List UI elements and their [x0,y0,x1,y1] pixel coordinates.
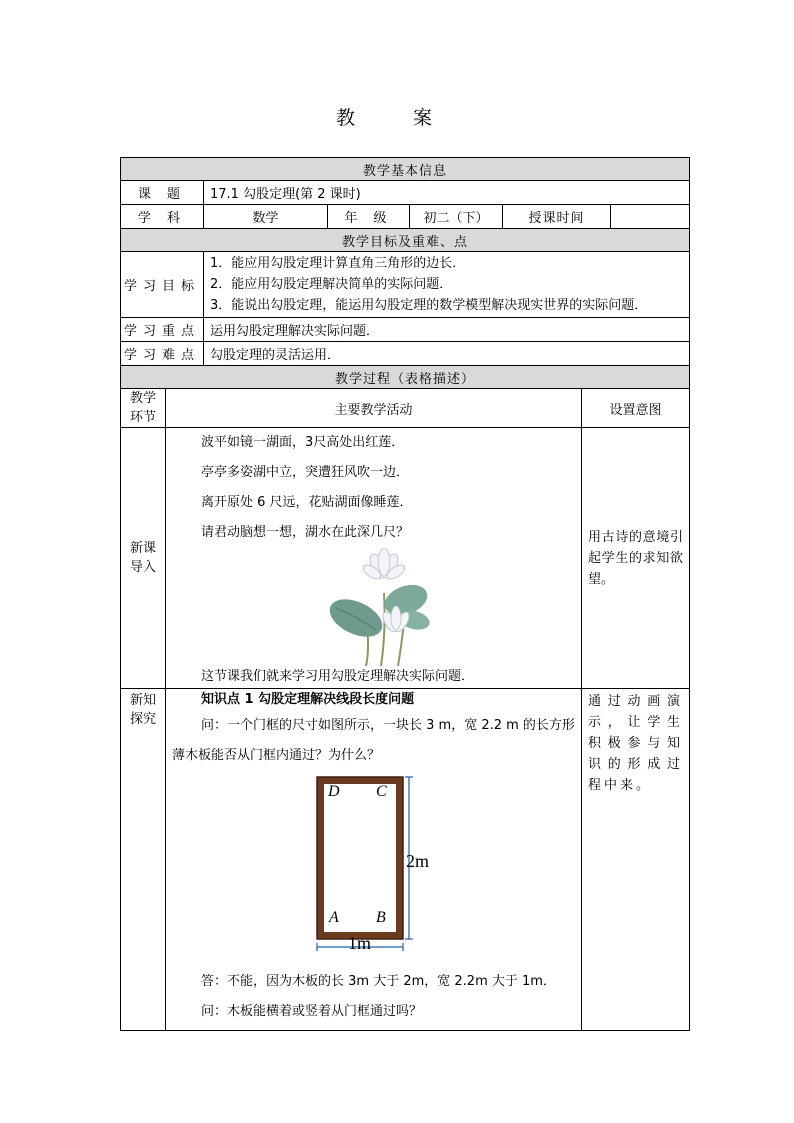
door-frame-figure [166,771,581,951]
poem [166,428,581,548]
poem-line: 亭亭多姿湖中立，突遭狂风吹一边． [201,465,410,480]
question-1: 问：一个门框的尺寸如图所示，一块长 3 m，宽 2.2 m 的长方形薄木板能否从门框内通过？为什么？ [172,718,575,763]
knowledge-title: 知识点 1 勾股定理解决线段长度问题 [201,692,415,707]
objective-item: 1．能应用勾股定理计算直角三角形的边长． [210,256,466,271]
grade-label: 年 级 [328,205,410,229]
question-2: 问：木板能横着或竖着从门框通过吗？ [201,1004,423,1019]
explore-activity [166,689,582,1031]
point-a: A [329,909,339,926]
col-activity-header: 主要教学活动 [166,389,582,428]
point-b: B [376,909,386,926]
poem-line: 波平如镜一湖面，3尺高处出红莲． [201,435,405,450]
step-explore: 新知探究 [121,689,166,1031]
objective-item: 3．能说出勾股定理，能运用勾股定理的数学模型解决现实世界的实际问题． [210,298,648,313]
objective-item: 2．能应用勾股定理解决简单的实际问题． [210,277,453,292]
subject-label: 学 科 [121,205,204,229]
section-basic-info: 教学基本信息 [121,158,690,181]
time-value [611,205,690,229]
poem-line: 请君动脑想一想，湖水在此深几尺？ [201,525,410,540]
point-d: D [328,783,340,800]
topic-value: 17.1 勾股定理(第 2 课时) [204,181,690,205]
col-step-header: 教学环节 [121,389,166,428]
difficulty-label: 学习难点 [121,342,204,366]
section-process: 教学过程（表格描述） [121,366,690,389]
document-title: 教 案 [335,107,459,129]
lesson-plan-table [120,157,690,1031]
lotus-illustration [166,548,581,666]
answer: 答：不能，因为木板的长 3m 大于 2m，宽 2.2m 大于 1m． [201,974,556,989]
grade-value: 初二（下） [410,205,503,229]
key-value: 运用勾股定理解决实际问题． [204,318,690,342]
height-label: 2m [406,851,430,871]
section-goals: 教学目标及重难、点 [121,229,690,252]
objectives-list [204,252,690,318]
intro-closing: 这节课我们就来学习用勾股定理解决实际问题． [201,669,475,684]
key-label: 学习重点 [121,318,204,342]
point-c: C [376,783,387,800]
explore-intent: 通过动画演示，让学生积极参与知识的形成过程中来。 [582,689,690,1031]
lotus-icon [326,548,436,666]
poem-line: 离开原处 6 尺远，花贴湖面像睡莲． [201,495,413,510]
door-frame-icon [312,775,452,955]
step-intro: 新课导入 [121,428,166,689]
intro-activity [166,428,582,689]
difficulty-value: 勾股定理的灵活运用． [204,342,690,366]
intro-intent: 用古诗的意境引起学生的求知欲望。 [582,428,690,689]
subject-value: 数学 [204,205,328,229]
topic-label: 课 题 [121,181,204,205]
objective-label: 学习目标 [121,252,204,318]
col-intent-header: 设置意图 [582,389,690,428]
width-label: 1m [348,933,372,953]
time-label: 授课时间 [503,205,611,229]
